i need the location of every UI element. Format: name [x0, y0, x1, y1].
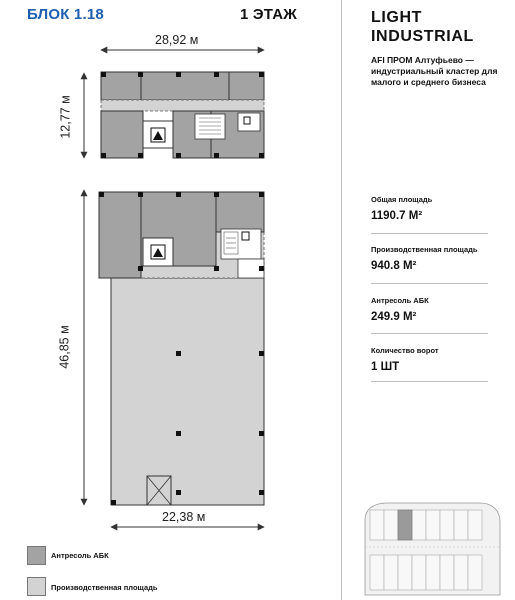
- stat-label-gates: Количество ворот: [371, 346, 439, 355]
- legend-label-mezzanine: Антресоль АБК: [51, 551, 109, 560]
- project-description: AFI ПРОМ Алтуфьево — индустриальный кластер для малого и среднего бизнеса: [371, 55, 498, 87]
- production-hall: [111, 278, 264, 505]
- upper-wc: [238, 113, 260, 131]
- upper-plan: [101, 72, 264, 158]
- legend-label-production: Производственная площадь: [51, 583, 158, 592]
- lower-mezzanine-left: [99, 192, 141, 278]
- block-title: БЛОК 1.18: [27, 6, 104, 23]
- brand-line-2: INDUSTRIAL: [371, 28, 474, 45]
- upper-corridor: [101, 100, 264, 111]
- lower-plan: [99, 192, 264, 505]
- stat-value-gates: 1 ШТ: [371, 361, 400, 373]
- upper-mezzanine-right: [229, 72, 264, 100]
- site-minimap: [360, 500, 505, 598]
- lower-height-label: 46,85 м: [57, 325, 72, 369]
- stat-label-total-area: Общая площадь: [371, 195, 433, 204]
- stat-value-mezzanine: 249.9 М²: [371, 311, 417, 323]
- divider: [371, 283, 488, 284]
- upper-height-label: 12,77 м: [58, 95, 73, 139]
- stat-value-total-area: 1190.7 М²: [371, 210, 423, 222]
- lower-width-label: 22,38 м: [162, 510, 206, 524]
- upper-room-left: [101, 111, 143, 158]
- legend-swatch-production: [27, 577, 46, 596]
- stat-value-production-area: 940.8 М²: [371, 260, 417, 272]
- divider: [371, 233, 488, 234]
- stat-label-production-area: Производственная площадь: [371, 245, 478, 254]
- stat-label-mezzanine: Антресоль АБК: [371, 296, 429, 305]
- brand-line-1: LIGHT: [371, 9, 422, 26]
- lower-mezzanine-right: [216, 192, 264, 232]
- brand-title: [371, 8, 474, 46]
- upper-width-label: 28,92 м: [155, 33, 199, 47]
- divider: [371, 381, 488, 382]
- panel-divider: [341, 0, 342, 600]
- site-highlighted-block: [398, 510, 412, 540]
- legend-swatch-mezzanine: [27, 546, 46, 565]
- floor-title: 1 ЭТАЖ: [240, 6, 297, 23]
- divider: [371, 333, 488, 334]
- upper-mezzanine-left: [101, 72, 141, 100]
